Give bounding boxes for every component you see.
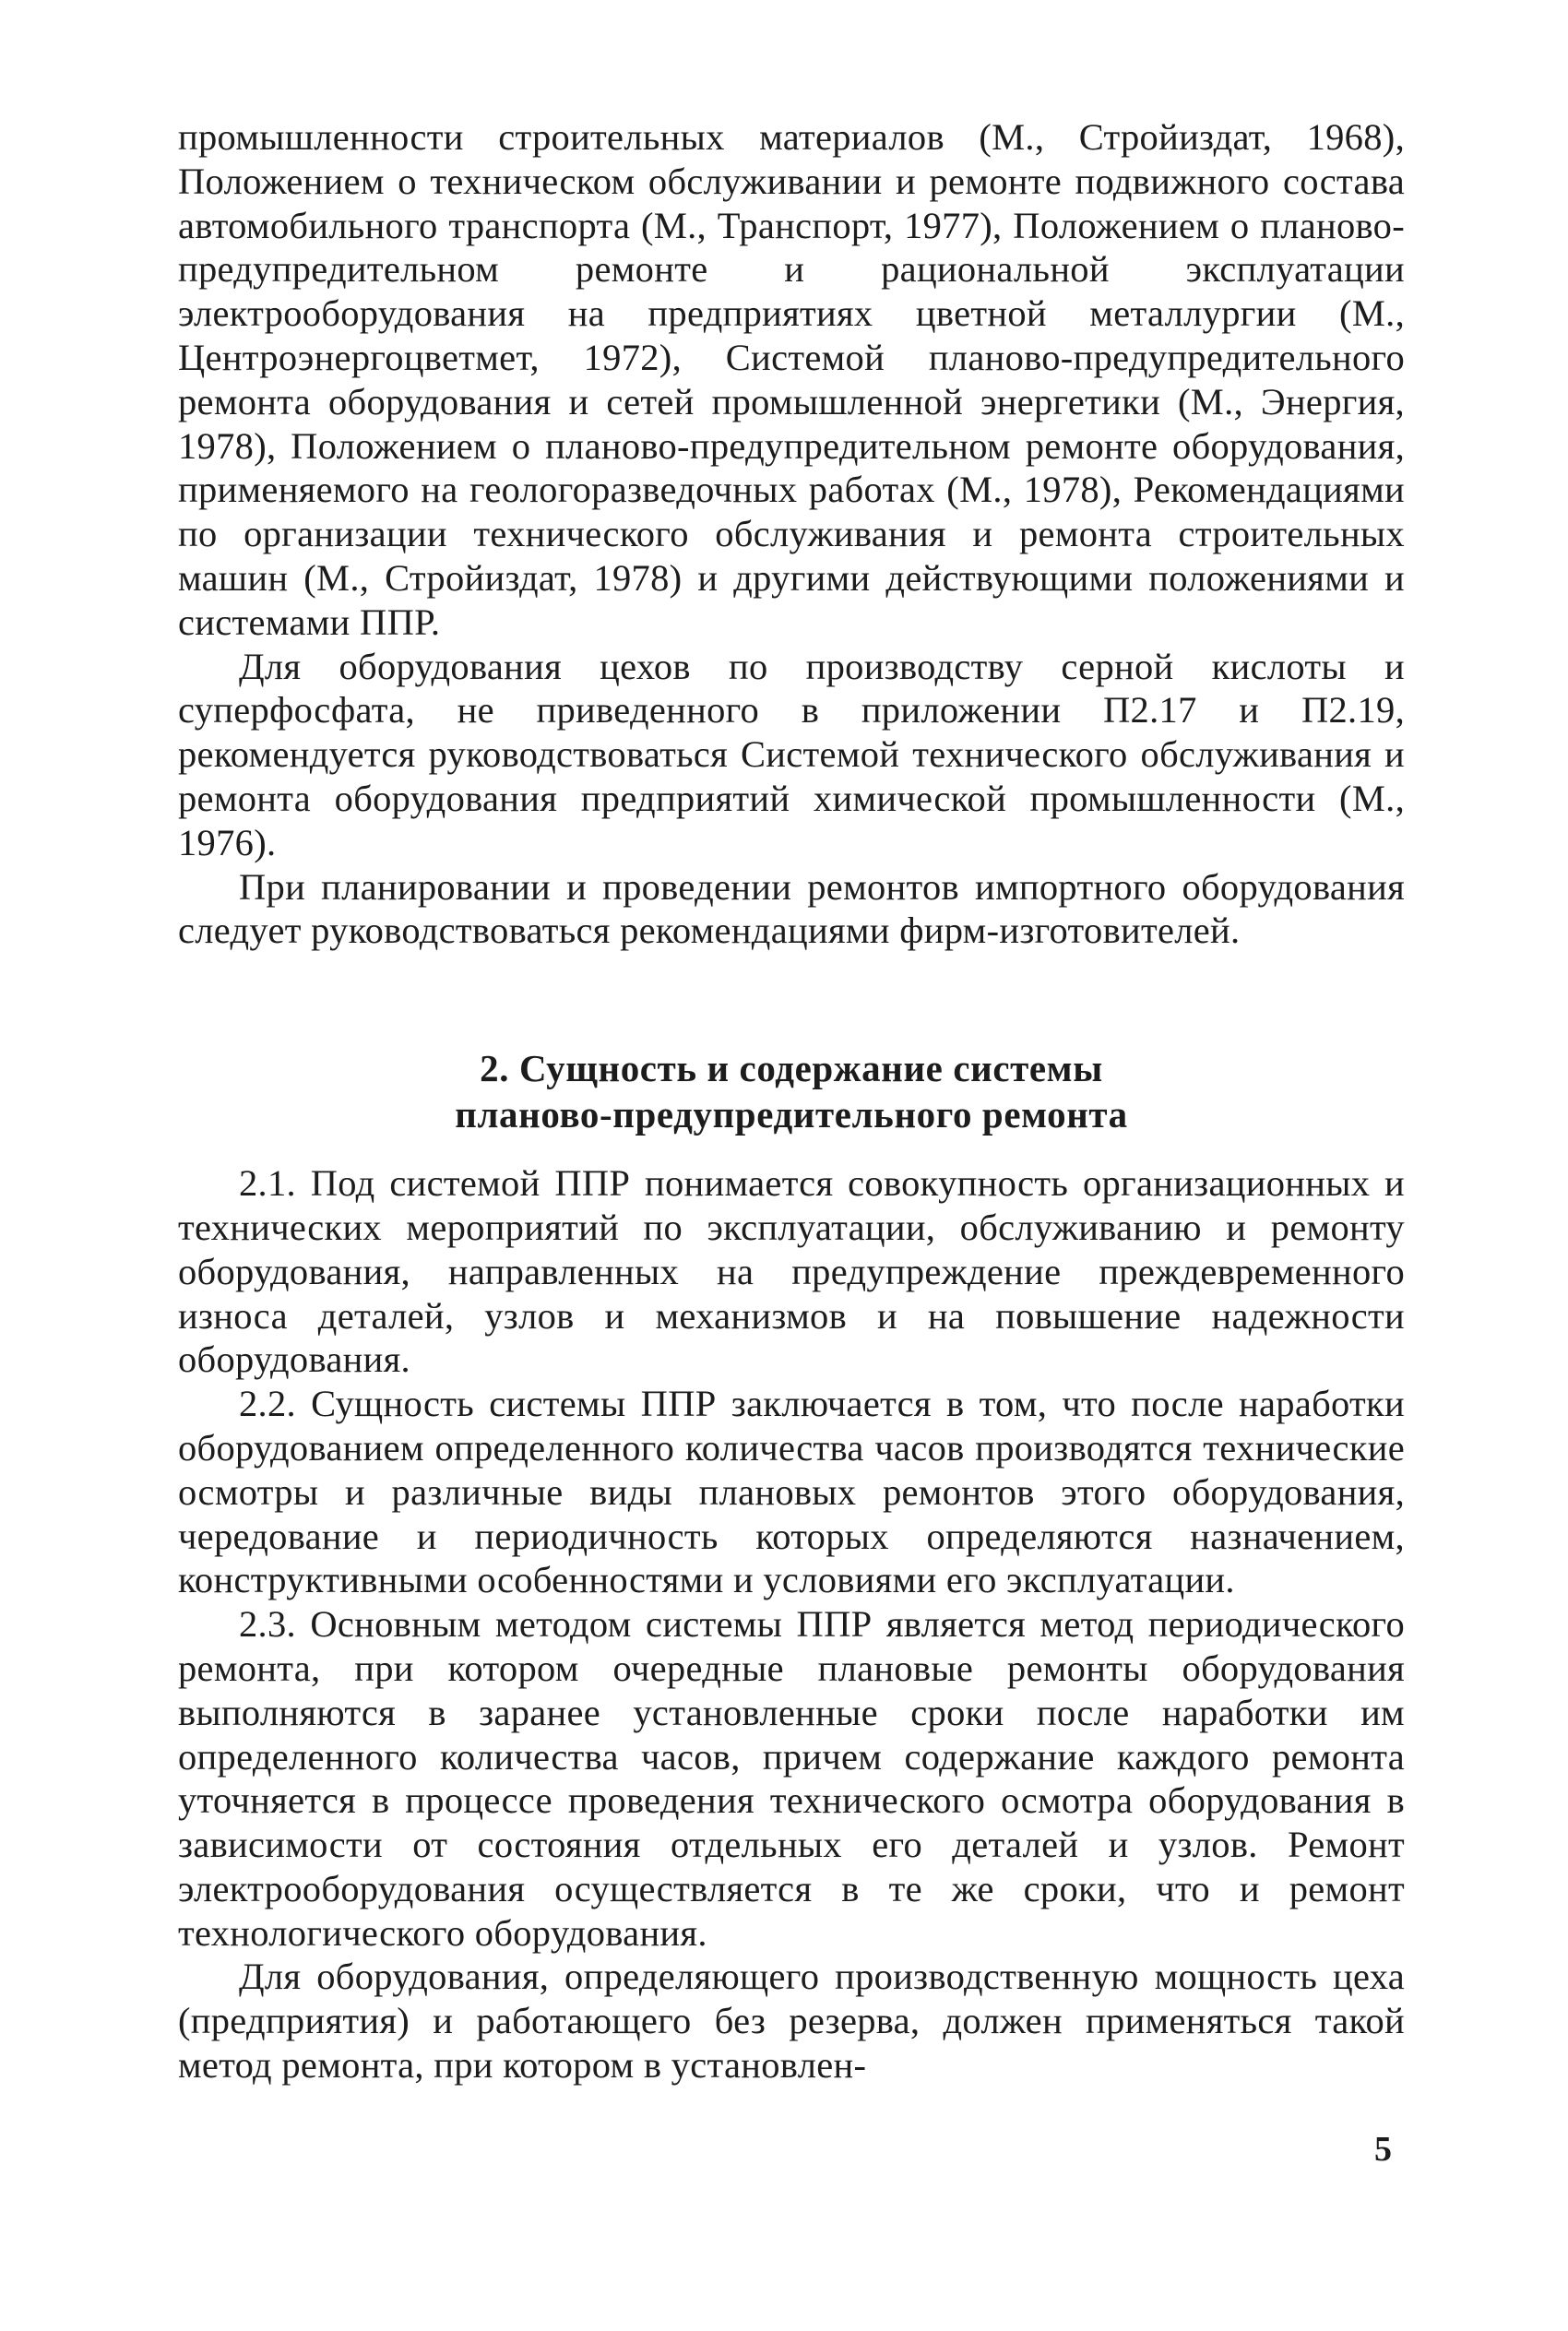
document-page	[178, 115, 1405, 2087]
section-heading	[178, 1045, 1405, 1137]
section-heading-line-1: 2. Сущность и содержание системы	[480, 1047, 1103, 1090]
page-number: 5	[1374, 2130, 1392, 2169]
section-heading-line-2: планово-предупредительного ремонта	[455, 1093, 1128, 1136]
paragraph-production-capacity: Для оборудования, определяющего производственную мощность цеха (предприятия) и работающего без резерва, должен применяться такой метод ремонта, при котором в установлен-	[178, 1956, 1405, 2087]
paragraph-2-1: 2.1. Под системой ППР понимается совокупность организационных и технических мероприятий по эксплуатации, обслуживанию и ремонту оборудования, направленных на предупреждение преждевременного износа деталей, узлов и механизмов и на повышение надежности оборудования.	[178, 1162, 1405, 1381]
paragraph-2-3: 2.3. Основным методом системы ППР является метод периодического ремонта, при котором очередные плановые ремонты оборудования выполняются в заранее установленные сроки после наработки им определенного количества часов, причем содержание каждого ремонта уточняется в процессе проведения технического осмотра оборудования в зависимости от состояния отдельных его деталей и узлов. Ремонт электрооборудования осуществляется в те же сроки, что и ремонт технологического оборудования.	[178, 1603, 1405, 1954]
paragraph-sulfuric-acid: Для оборудования цехов по производству серной кислоты и суперфосфата, не приведенного в приложении П2.17 и П2.19, рекомендуется руководствоваться Системой технического обслуживания и ремонта оборудования предприятий химической промышленности (М., 1976).	[178, 645, 1405, 863]
paragraph-continuation: промышленности строительных материалов (М., Стройиздат, 1968), Положением о техническом обслуживании и ремонте подвижного состава автомобильного транспорта (М., Транспорт, 1977), Положением о планово-предупредительном ремонте и рациональной эксплуатации электрооборудования на предприятиях цветной металлургии (М., Центроэнергоцветмет, 1972), Системой планово-предупредительного ремонта оборудования и сетей промышленной энергетики (М., Энергия, 1978), Положением о планово-предупредительном ремонте оборудования, применяемого на геологоразведочных работах (М., 1978), Рекомендациями по организации технического обслуживания и ремонта строительных машин (М., Стройиздат, 1978) и другими действующими положениями и системами ППР.	[178, 116, 1405, 643]
paragraph-imported-equipment: При планировании и проведении ремонтов импортного оборудования следует руководствоваться рекомендациями фирм-изготовителей.	[178, 865, 1405, 952]
paragraph-2-2: 2.2. Сущность системы ППР заключается в том, что после наработки оборудованием определенного количества часов производятся технические осмотры и различные виды плановых ремонтов этого оборудования, чередование и периодичность которых определяются назначением, конструктивными особенностями и условиями его эксплуатации.	[178, 1383, 1405, 1601]
